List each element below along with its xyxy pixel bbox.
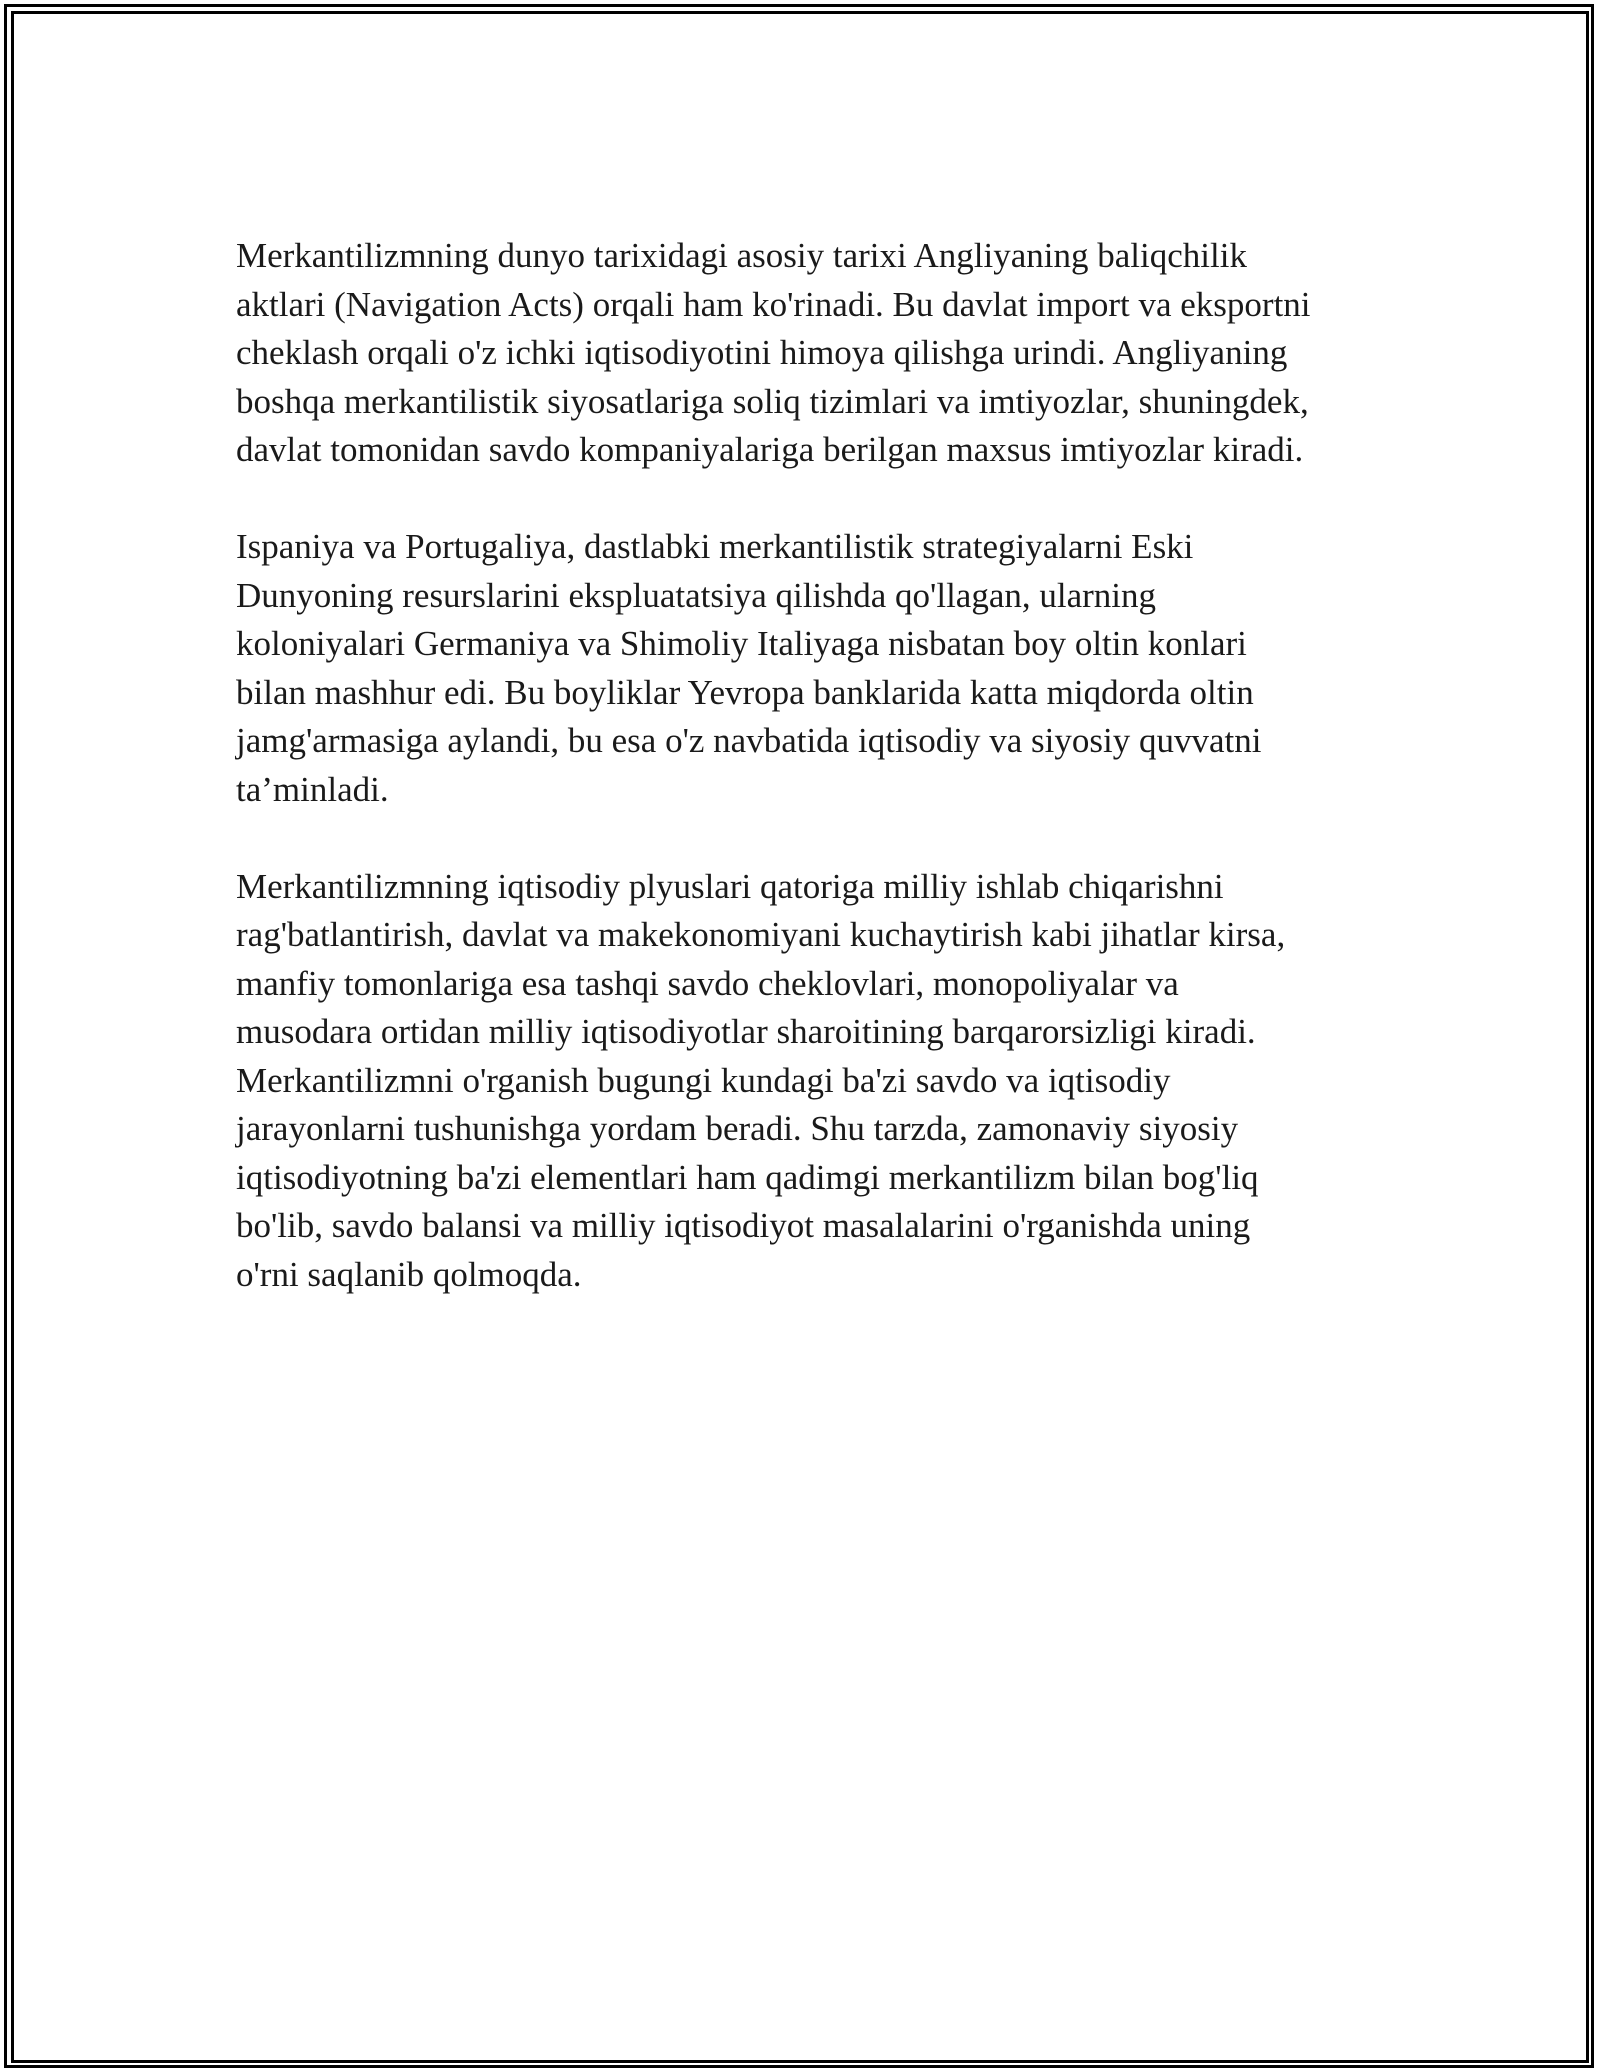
text-line: koloniyalari Germaniya va Shimoliy Italiyaga nisbatan boy oltin konlari <box>236 624 1247 663</box>
text-line: iqtisodiyotning ba'zi elementlari ham qadimgi merkantilizm bilan bog'liq <box>236 1157 1259 1197</box>
text-line: boshqa merkantilistik siyosatlariga soliq tizimlari va imtiyozlar, shuningdek, <box>236 381 1309 421</box>
paragraph-3 <box>236 863 1386 1300</box>
text-line: jarayonlarni tushunishga yordam beradi. Shu tarzda, zamonaviy siyosiy <box>236 1109 1239 1148</box>
text-line: rag'batlantirish, davlat va makekonomiyani kuchaytirish kabi jihatlar kirsa, <box>236 915 1286 954</box>
text-line: o'rni saqlanib qolmoqda. <box>236 1254 582 1294</box>
text-line: aktlari (Navigation Acts) orqali ham ko'rinadi. Bu davlat import va eksportni <box>236 284 1311 324</box>
text-line: musodara ortidan milliy iqtisodiyotlar sharoitining barqarorsizligi kiradi. <box>236 1012 1256 1051</box>
text-line: bilan mashhur edi. Bu boyliklar Yevropa banklarida katta miqdorda oltin <box>236 672 1254 712</box>
paragraph-2 <box>236 523 1386 814</box>
text-line: Merkantilizmning iqtisodiy plyuslari qatoriga milliy ishlab chiqarishni <box>236 866 1224 906</box>
text-line: davlat tomonidan savdo kompaniyalariga berilgan maxsus imtiyozlar kiradi. <box>236 430 1304 469</box>
text-line: bo'lib, savdo balansi va milliy iqtisodiyot masalalarini o'rganishda uning <box>236 1206 1251 1245</box>
text-line: Merkantilizmni o'rganish bugungi kundagi ba'zi savdo va iqtisodiy <box>236 1060 1171 1100</box>
paragraph-1 <box>236 232 1386 475</box>
text-line: cheklash orqali o'z ichki iqtisodiyotini himoya qilishga urindi. Angliyaning <box>236 333 1288 372</box>
document-body <box>236 232 1386 1348</box>
text-line: Dunyoning resurslarini ekspluatatsiya qilishda qo'llagan, ularning <box>236 575 1157 615</box>
text-line: Merkantilizmning dunyo tarixidagi asosiy tarixi Angliyaning baliqchilik <box>236 236 1247 275</box>
text-line: manfiy tomonlariga esa tashqi savdo cheklovlari, monopoliyalar va <box>236 963 1179 1003</box>
text-line: jamg'armasiga aylandi, bu esa o'z navbatida iqtisodiy va siyosiy quvvatni <box>236 721 1262 760</box>
text-line: Ispaniya va Portugaliya, dastlabki merkantilistik strategiyalarni Eski <box>236 527 1194 566</box>
text-line: ta’minladi. <box>236 769 389 809</box>
